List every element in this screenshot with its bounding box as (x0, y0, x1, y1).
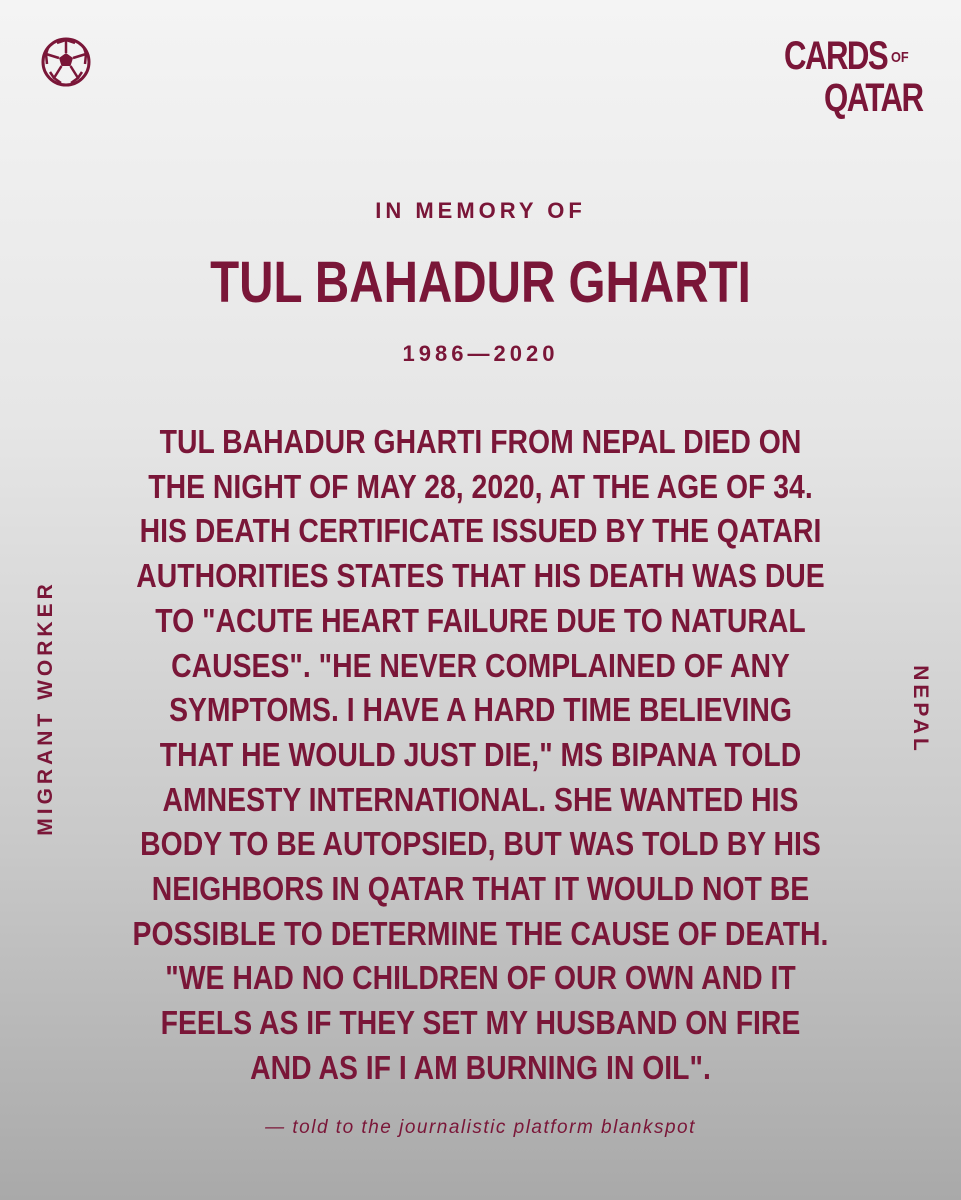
story-line: "WE HAD NO CHILDREN OF OUR OWN AND IT (165, 959, 796, 997)
country-label: NEPAL (909, 665, 932, 755)
story-line: THE NIGHT OF MAY 28, 2020, AT THE AGE OF 34. (148, 467, 813, 505)
story-line: CAUSES". "HE NEVER COMPLAINED OF ANY (171, 646, 790, 684)
story-line: TUL BAHADUR GHARTI FROM NEPAL DIED ON (159, 423, 802, 460)
logo-line-cards: CARDS (784, 34, 888, 78)
cards-of-qatar-logo (780, 36, 930, 126)
logo-of: OF (891, 49, 909, 66)
story-line: THAT HE WOULD JUST DIE," MS BIPANA TOLD (159, 735, 802, 773)
story-line: AND AS IF I AM BURNING IN OIL". (250, 1048, 711, 1086)
migrant-worker-label: MIGRANT WORKER (34, 580, 57, 836)
story-line: NEIGHBORS IN QATAR THAT IT WOULD NOT BE (151, 870, 810, 908)
story-line: AUTHORITIES STATES THAT HIS DEATH WAS DUE (136, 557, 825, 595)
life-years: 1986—2020 (402, 341, 559, 366)
story-line: AMNESTY INTERNATIONAL. SHE WANTED HIS (162, 780, 799, 818)
person-name: TUL BAHADUR GHARTI (210, 250, 751, 315)
story-line: TO "ACUTE HEART FAILURE DUE TO NATURAL (155, 601, 806, 639)
logo-line-qatar: QATAR (824, 76, 923, 120)
story-line: SYMPTOMS. I HAVE A HARD TIME BELIEVING (169, 691, 792, 729)
story-line: HIS DEATH CERTIFICATE ISSUED BY THE QATARI (139, 512, 822, 550)
story-line: BODY TO BE AUTOPSIED, BUT WAS TOLD BY HIS (140, 825, 821, 863)
in-memory-heading: IN MEMORY OF (375, 198, 586, 223)
story-line: FEELS AS IF THEY SET MY HUSBAND ON FIRE (160, 1004, 801, 1042)
soccer-ball-icon (40, 36, 92, 88)
attribution-text: — told to the journalistic platform blankspot (265, 1117, 696, 1138)
story-line: POSSIBLE TO DETERMINE THE CAUSE OF DEATH. (132, 914, 829, 952)
story-text (60, 420, 901, 1091)
